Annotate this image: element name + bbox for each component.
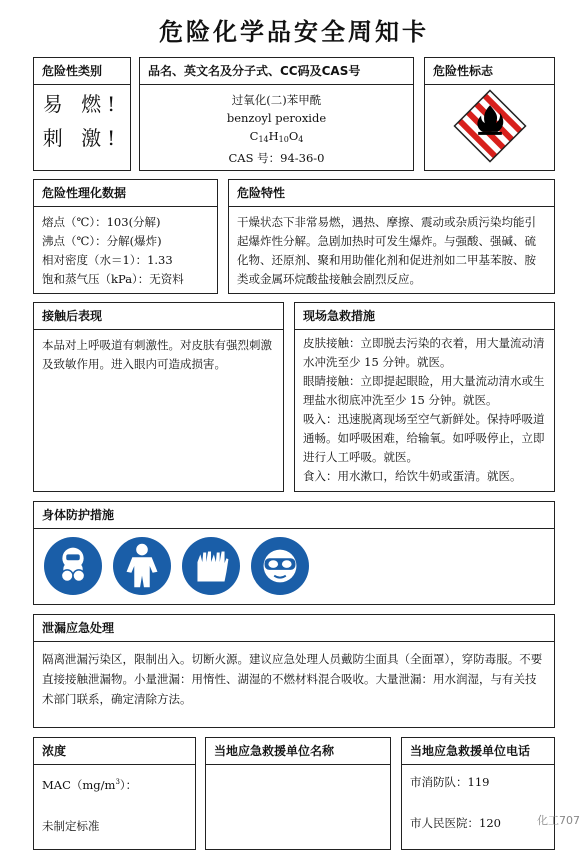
formula-c-count: 14 (258, 135, 269, 144)
product-en-name: benzoyl peroxide (226, 111, 327, 125)
first-aid-body (295, 330, 554, 492)
local-unit-header: 当地应急救援单位名称 (206, 738, 390, 765)
hazard-properties-box (228, 179, 555, 294)
first-aid-ingestion: 食入：用水漱口，给饮牛奶或蛋清。就医。 (303, 469, 522, 483)
local-phone-header: 当地应急救援单位电话 (402, 738, 554, 765)
physchem-header: 危险性理化数据 (34, 180, 217, 207)
product-info-header: 品名、英文名及分子式、CC码及CAS号 (140, 58, 413, 85)
first-aid-box (294, 302, 555, 492)
hazard-sign-header: 危险性标志 (425, 58, 554, 85)
flammable-solid-diamond-icon (453, 89, 527, 163)
formula-o: O (288, 129, 299, 143)
formula-h: H (268, 129, 279, 143)
first-aid-inhalation: 吸入：迅速脱离现场至空气新鲜处。保持呼吸道通畅。如呼吸困难，给输氧。如呼吸停止，立即进行人工呼吸。就医。 (303, 412, 545, 464)
concentration-body (34, 765, 195, 842)
hazard-category-header: 危险性类别 (34, 58, 130, 85)
vapor-pressure: 饱和蒸气压（kPa）：无资料 (42, 272, 184, 286)
watermark: 化工707 (537, 814, 580, 827)
formula-h-count: 10 (278, 135, 289, 144)
hazard-sign-area (425, 85, 554, 167)
first-aid-skin: 皮肤接触：立即脱去污染的衣着，用大量流动清水冲洗至少 15 分钟。就医。 (303, 336, 545, 369)
spill-text: 隔离泄漏污染区，限制出入。切断火源。建议应急处理人员戴防尘面具（全面罩），穿防毒服。不要直接接触泄漏物。小量泄漏：用惰性、湖湿的不燃材料混合吸收。大量泄漏：用水润湿，与有关技术部门联系，确定清除方法。 (42, 652, 543, 706)
hazard-category-line-1: 易 燃! (42, 92, 122, 116)
concentration-box (33, 737, 196, 850)
hazard-sign-box (424, 57, 555, 171)
protection-box (33, 501, 555, 605)
product-cas: CAS 号：94-36-0 (228, 151, 325, 165)
spill-header: 泄漏应急处理 (34, 615, 554, 642)
mac-label-tail: ）： (119, 778, 138, 792)
hazard-properties-header: 危险特性 (229, 180, 554, 207)
contact-effects-header: 接触后表现 (34, 303, 283, 330)
physchem-body (34, 207, 217, 295)
product-info-box (139, 57, 414, 171)
mac-label-sup: 3 (115, 778, 120, 786)
protection-header: 身体防护措施 (34, 502, 554, 529)
relative-density: 相对密度（水＝1）：1.33 (42, 253, 173, 267)
card-title: 危险化学品安全周知卡 (159, 18, 429, 46)
boiling-point: 沸点（℃）：分解(爆炸) (42, 234, 162, 248)
concentration-header: 浓度 (34, 738, 195, 765)
mac-label-text: MAC（mg/m (42, 778, 116, 792)
formula-o-count: 4 (298, 135, 304, 144)
contact-effects-box (33, 302, 284, 492)
product-info-body (140, 85, 413, 173)
hazard-category-box (33, 57, 131, 171)
spill-box (33, 614, 555, 728)
protective-suit-icon (113, 537, 171, 595)
goggles-icon (251, 537, 309, 595)
fire-phone: 市消防队：119 (410, 775, 490, 789)
local-phone-body (402, 765, 554, 839)
hospital-phone: 市人民医院：120 (410, 816, 501, 830)
local-phone-box (401, 737, 555, 850)
protection-icons (34, 529, 554, 595)
gloves-icon (182, 537, 240, 595)
first-aid-eyes: 眼睛接触：立即提起眼睑，用大量流动清水或生理盐水彻底冲洗至少 15 分钟。就医。 (303, 374, 545, 407)
mac-label (42, 773, 187, 795)
hazard-properties-text: 干燥状态下非常易燃，遇热、摩擦、震动或杂质污染均能引起爆炸性分解。急剧加热时可发生爆炸。与强酸、强碱、硫化物、还原剂、聚和用助催化剂和促进剂如二甲基苯胺、胺类或金属环烷酸盐接触会剧烈反应。 (237, 215, 536, 286)
melting-point: 熔点（℃）：103(分解) (42, 215, 161, 229)
local-unit-box (205, 737, 391, 850)
respirator-icon (44, 537, 102, 595)
product-formula (148, 127, 405, 149)
first-aid-header: 现场急救措施 (295, 303, 554, 330)
physchem-box (33, 179, 218, 294)
product-cn-name: 过氧化(二)苯甲酰 (231, 93, 322, 107)
contact-effects-text: 本品对上呼吸道有刺激性。对皮肤有强烈刺激及致敏作用。进入眼内可造成损害。 (42, 338, 272, 371)
formula-c: C (249, 129, 259, 143)
hazard-category-line-2: 刺 激! (42, 126, 122, 150)
hazard-category-values (34, 85, 130, 155)
mac-value: 未制定标准 (42, 819, 100, 833)
